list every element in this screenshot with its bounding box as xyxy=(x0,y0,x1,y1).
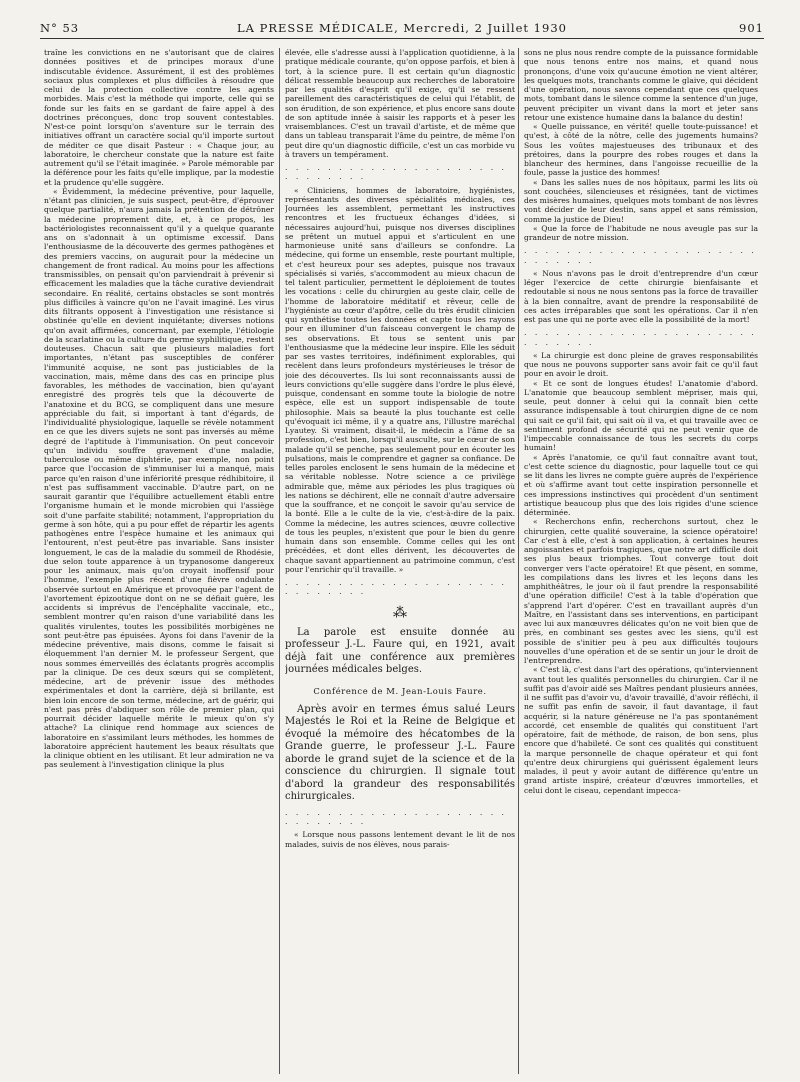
ellipsis-divider: . . . . . . . . . . . . . . . . . . . . . . . . . . . . . xyxy=(524,246,757,265)
paragraph: sons ne plus nous rendre compte de la puissance formidable que nous tenons entre nos mains, et quand nous prononçons, d'une voix qu'aucune émotion ne vient altérer, les quelques mots, tranchants comme le glaive, qui décident d'une opération, nous savons cependant que ces quelques mots, tombant dans le silence comme la sentence d'un juge, peuvent précipiter un vivant dans la mort et jeter sans retour une existence humaine dans la balance du destin! xyxy=(524,48,758,122)
paragraph: « Quelle puissance, en vérité! quelle toute-puissance! et qu'est, à côté de la nôtre, celle des jugements humains? Sous les voûtes majestueuses des tribunaux et des prétoires, dans la pourpre des robes rouges et dans la blancheur des hermines, dans l'angoisse recueillie de la foule, passe la justice des hommes! xyxy=(524,122,758,178)
paragraph: « Cliniciens, hommes de laboratoire, hygiénistes, représentants des diverses spécialités médicales, ces Journées les assemblent, permettant les instructives rencontres et les fructueux échanges d'idées, si nécessaires aujourd'hui, puisque nos diverses disciplines se prêtent un mutuel appui et s'articulent en une harmonieuse unité sans d'ailleurs se confondre. La médecine, qui forme un ensemble, reste pourtant multiple, et c'est heureux pour ses adeptes, puisque nos travaux spécialisés si variés, s'accommodent au mieux chacun de tel talent particulier, permettent le déploiement de toutes les vocations : celle du chirurgien au geste clair, celle de l'homme de laboratoire méditatif et rêveur, celle de l'hygiéniste au cœur d'apôtre, celle du très érudit clinicien qui synthétise toutes les données et capte tous les rayons pour en illuminer d'un faisceau convergent le champ de ses observations. Et tous se sentent unis par l'enthousiasme que la médecine leur inspire. Elle les séduit par ses vastes territoires, indéfiniment explorables, qui recèlent dans leurs profondeurs mystérieuses le trésor de joie des découvertes. Ils lui sont reconnaissants aussi de leurs convictions qu'elle suggère dans l'ordre le plus élevé, puisque, condensant en somme toute la biologie de notre espèce, elle est un support indispensable de toute philosophie. Mais sa beauté la plus touchante est celle qu'évoquait ici même, il y a quatre ans, l'illustre maréchal Lyautey. Si vraiment, disait-il, le médecin a l'âme de sa profession, c'est bien, lorsqu'il ausculte, sur le cœur de son malade qu'il se penche, pas seulement pour en écouter les pulsations, mais le comprendre et gagner sa confiance. De telles paroles enclosent le sens humain de la médecine et sa véritable noblesse. Notre science a ce privilège admirable que, même aux périodes les plus tragiques où les nations se déchirent, elle ne connaît d'autre adversaire que la souffrance, et ne conçoit le savoir qu'au service de la bonté. Elle a le culte de la vie, c'est-à-dire de la paix. Comme la médecine, les autres sciences, œuvre collective de tous les peuples, n'existent que pour le bien du genre humain dans son ensemble. Comme celles qui les ont précédées, et dont elles dérivent, les découvertes de chaque savant appartiennent au patrimoine commun, c'est pour l'enrichir qu'il travaille. » xyxy=(285,185,515,574)
ellipsis-divider: . . . . . . . . . . . . . . . . . . . . . . . . . . . . . xyxy=(285,807,507,826)
paragraph: « La chirurgie est donc pleine de graves responsabilités que nous ne pouvons supporter sans avoir fait ce qu'il faut pour en avoir le droit. xyxy=(524,350,758,379)
ellipsis-divider: . . . . . . . . . . . . . . . . . . . . . . . . . . . . . xyxy=(285,578,507,597)
paragraph: « Nous n'avons pas le droit d'entreprendre d'un cœur léger l'exercice de cette chirurgie bienfaisante et redoutable si nous ne nous sentons pas la force de travailler à la bien connaître, avant de prendre la responsabilité de ces actes irréparables que sont les opérations. Car il n'en est pas une qui ne porte avec elle la possibilité de la mort! xyxy=(524,268,758,324)
paragraph: « Après l'anatomie, ce qu'il faut connaître avant tout, c'est cette science du diagnostic, pour laquelle tout ce qui se lit dans les livres ne compte guère auprès de l'expérience et où s'affirme avant tout cette inspiration personnelle et ces impressions instinctives qui procèdent d'un sentiment artistique beaucoup plus que des lois rigides d'une science déterminée. xyxy=(524,452,758,517)
paragraph: « C'est là, c'est dans l'art des opérations, qu'interviennent avant tout les qualités personnelles du chirurgien. Car il ne suffit pas d'avoir aidé ses Maîtres pendant plusieurs années, il ne suffit pas d'avoir vu, d'avoir travaillé, d'avoir réfléchi, il ne suffit pas enfin de savoir, il faut davantage, il faut acquérir, si la nature généreuse ne l'a pas spontanément accordé, cet ensemble de qualités qui constituent l'art opératoire, fait de méthode, de raison, de bon sens, plus encore que d'habileté. Ce sont ces qualités qui constituent la marque personnelle de chaque opérateur et qui font qu'entre deux chirurgiens qui guérissent également leurs malades, il peut y avoir autant de différence qu'entre un grand artiste inspiré, créateur d'œuvres immortelles, et celui dont le ciseau, cependant impecca- xyxy=(524,665,758,795)
paragraph: La parole est ensuite donnée au professeur J.-L. Faure qui, en 1921, avait déjà fait une conférence aux premières journées médicales belges. xyxy=(285,626,515,675)
paragraph: Après avoir en termes émus salué Leurs Majestés le Roi et la Reine de Belgique et évoqué la mémoire des hécatombes de la Grande guerre, le professeur J.-L. Faure aborde le grand sujet de la science et de la conscience du chirurgien. Il signale tout d'abord la grandeur des responsabilités chirurgicales. xyxy=(285,703,515,803)
column-2 xyxy=(285,48,515,1074)
column-rule xyxy=(518,48,519,1074)
column-1 xyxy=(44,48,274,1074)
journal-title: LA PRESSE MÉDICALE, Mercredi, 2 Juillet 1930 xyxy=(237,21,567,35)
column-rule xyxy=(279,48,280,1074)
page-number: 901 xyxy=(739,21,764,35)
asterism: ⁂ xyxy=(393,604,407,621)
paragraph: « Évidemment, la médecine préventive, pour laquelle, n'étant pas clinicien, je suis suspect, peut-être, d'éprouver quelque partialité, n'aura jamais la prétention de détrôner la médecine proprement dite, et, à ce propos, les bactériologistes reconnaissent qu'il y a quelque quarante ans on s'adonnait à un optimisme excessif. Dans l'enthousiasme de la découverte des germes pathogènes et des premiers vaccins, on augurait pour la médecine un changement de front radical. Au moins pour les affections transmissibles, on pensait qu'on parviendrait à prévenir si efficacement les maladies que la tâche curative deviendrait secondaire. En réalité, certains obstacles se sont montrés plus difficiles à vaincre qu'on ne l'avait imaginé. Les virus dits filtrants opposent à l'investigation une résistance si obstinée qu'elle en devient inquiétante; diverses notions qu'on avait affirmées, concernant, par exemple, l'étiologie de la scarlatine ou la culture du germe syphilitique, restent douteuses. Chacun sait que plusieurs maladies fort importantes, n'étant pas susceptibles de conférer l'immunité acquise, ne sont pas justiciables de la vaccination, mais, même dans des cas en principe plus favorables, les méthodes de vaccination, bien qu'ayant enregistré des progrès tels que la découverte de l'anatoxine et du BCG, se compliquent dans une mesure appréciable du fait, si important à tant d'égards, de l'individualité physiologique, laquelle se révèle notamment en ce que les divers sujets ne sont pas inversés au même degré de l'aptitude à l'immunisation. On peut concevoir qu'un individu souffre gravement d'une maladie, tuberculose ou même diphtérie, par exemple, non point parce que l'occasion de s'immuniser lui a manqué, mais parce qu'en raison d'une infériorité presque rédhibitoire, il n'est pas suffisamment vaccinable. D'autre part, on ne saurait garantir que l'équilibre actuellement établi entre l'organisme humain et le monde microbien qui l'assiège soit d'une parfaite stabilité; notamment, l'appropriation du germe à son hôte, qui a pu pour effet de répartir les agents pathogènes entre l'espèce humaine et les animaux qui l'entourent, n'est peut-être pas invariable. Sans insister longuement, le cas de la maladie du sommeil de Rhodésie, due selon toute apparence à un trypanosome dangereux pour les animaux, mais qu'on croyait inoffensif pour l'homme, l'exemple plus récent d'une fièvre ondulante observée surtout en Amérique et provoquée par l'agent de l'avortement épizootique dont on ne se défiait guère, les accidents si imprévus de l'encéphalite vaccinale, etc., semblent montrer qu'en raison d'une variabilité dans les qualités virulentes, toutes les possibilités morbigènes ne sont peut-être pas épuisées. Ayons foi dans l'avenir de la médecine préventive, mais disons, comme le faisait si éloquemment l'an dernier M. le professeur Sergent, que nous sommes émerveillés des éclatants progrès accomplis par la clinique. De ces deux sœurs qui se complètent, médecine, art de prévenir issue des méthodes expérimentales et dont la carrière, déjà si brillante, est bien loin encore de son terme, médecine, art de guérir, qui n'est pas près d'abdiquer son rôle de premier plan, qui pourrait décider laquelle mérite le mieux qu'on s'y attache? La clinique rend hommage aux sciences de laboratoire en s'assimilant leurs méthodes, les hommes de laboratoire apprécient hautement les beaux résultats que la clinique obtient en les utilisant. Et leur admiration ne va pas seulement à l'investigation clinique la plus xyxy=(44,186,274,770)
paragraph: « Recherchons enfin, recherchons surtout, chez le chirurgien, cette qualité souveraine, la science opératoire! Car c'est à elle, c'est à son application, à certaines heures angoissantes et parfois tragiques, que notre art difficile doit ses plus beaux triomphes. Tout converge tout doit converger vers l'acte opératoire! Et que pèsent, en somme, les compilations dans les livres et les leçons dans les amphithéâtres, le jour où il faut prendre la responsabilité d'une opération difficile! C'est à la table d'opération que s'apprend l'art d'opérer. C'est en travaillant auprès d'un Maître, en l'assistant dans ses interventions, en participant avec lui aux manœuvres délicates qu'on ne voit bien que de près, en combinant ses gestes avec les siens, qu'il est possible de s'initier peu à peu aux difficultés toujours nouvelles d'une opération et de se sentir un jour le droit de l'entreprendre. xyxy=(524,517,758,665)
paragraph: « Et ce sont de longues études! L'anatomie d'abord. L'anatomie que beaucoup semblent mépriser, mais qui, seule, peut donner à celui qui la connaît bien cette assurance indispensable à tout chirurgien digne de ce nom qui sait ce qu'il fait, qui sait où il va, et qui travaille avec ce sentiment profond de sécurité qui ne peut venir que de l'impeccable connaissance de tous les secrets du corps humain! xyxy=(524,378,758,453)
paragraph: « Que la force de l'habitude ne nous aveugle pas sur la grandeur de notre mission. xyxy=(524,223,758,242)
issue-number: N° 53 xyxy=(40,21,80,35)
paragraph: « Lorsque nous passons lentement devant le lit de nos malades, suivis de nos élèves, nous parais- xyxy=(285,830,515,849)
paragraph: élevée, elle s'adresse aussi à l'application quotidienne, à la pratique médicale courante, qu'on oppose parfois, et bien à tort, à la science pure. Il est certain qu'un diagnostic délicat ressemble beaucoup aux recherches de laboratoire par les qualités d'esprit qu'il exige, qu'il se ressent pareillement des caractéristiques de celui qui l'établit, de son érudition, de son expérience, et plus encore sans doute de son aptitude innée à saisir les rapports et à peser les vraisemblances. C'est un travail d'artiste, et de même que dans un tableau transparait l'âme du peintre, de même l'on peut dire qu'un diagnostic difficile, c'est un cas morbide vu à travers un tempérament. xyxy=(285,48,515,159)
paragraph: « Dans les salles nues de nos hôpitaux, parmi les lits où sont couchées, silencieuses et résignées, tant de victimes des misères humaines, quelques mots tombant de nos lèvres vont décider de leur destin, sans appel et sans rémission, comme la justice de Dieu! xyxy=(524,177,758,224)
section-heading: Conférence de M. Jean-Louis Faure. xyxy=(313,685,487,696)
ellipsis-divider: . . . . . . . . . . . . . . . . . . . . . . . . . . . . . xyxy=(285,163,507,182)
running-header xyxy=(40,20,764,39)
paragraph: traîne les convictions en ne s'autorisant que de claires données positives et de principes moraux d'une indiscutable évidence. Assurément, il est des problèmes sociaux plus complexes et plus difficiles à résoudre que celui de la protection collective contre les agents morbides. Mais c'est la méthode qui importe, celle qui se fonde sur les faits en se gardant de faire appel à des doctrines préconçues, donc trop souvent contestables. N'est-ce point lorsqu'on s'aventure sur le terrain des initiatives offrant un caractère social qu'il importe surtout de méditer ce que disait Pasteur : « Chaque jour, au laboratoire, le chercheur constate que la nature est faite autrement qu'il se l'était imaginée. » Parole mémorable par la déférence pour les faits qu'elle implique, par la modestie et la prudence qu'elle suggère. xyxy=(44,48,274,187)
column-3 xyxy=(524,48,758,1074)
ellipsis-divider: . . . . . . . . . . . . . . . . . . . . . . . . . . . . . xyxy=(524,328,757,347)
